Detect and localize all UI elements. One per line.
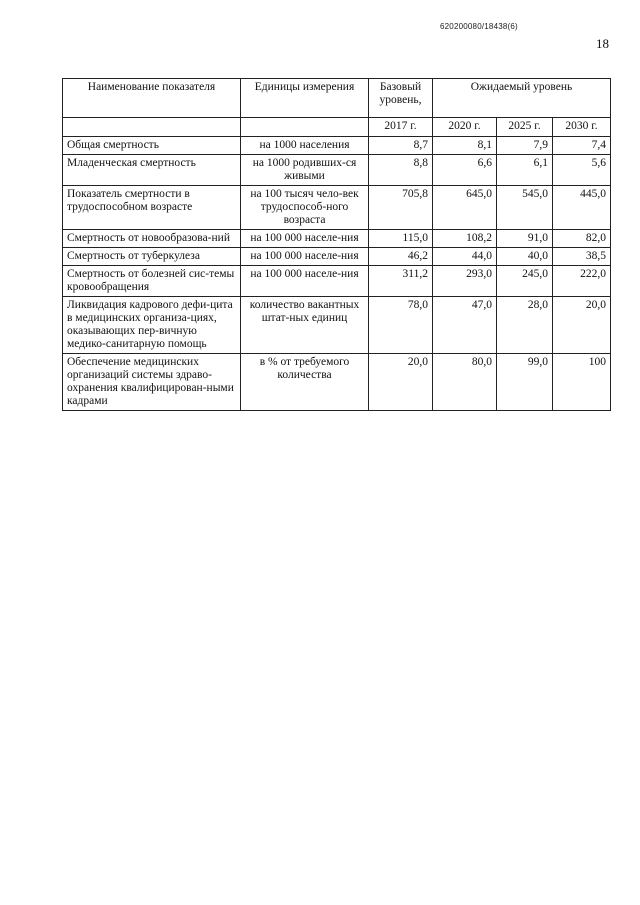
column-header-base: Базовый уровень, bbox=[369, 79, 433, 118]
value-2025: 40,0 bbox=[497, 248, 553, 266]
table-row bbox=[63, 186, 611, 230]
value-2025: 99,0 bbox=[497, 354, 553, 411]
value-2017: 20,0 bbox=[369, 354, 433, 411]
indicator-name: Общая смертность bbox=[63, 137, 241, 155]
column-header-unit: Единицы измерения bbox=[241, 79, 369, 118]
value-2025: 245,0 bbox=[497, 266, 553, 297]
value-2017: 8,7 bbox=[369, 137, 433, 155]
indicator-name: Обеспечение медицинских организаций системы здраво-охранения квалифицирован-ными кадрами bbox=[63, 354, 241, 411]
table-year-row bbox=[63, 118, 611, 137]
indicator-unit: на 100 000 населе-ния bbox=[241, 266, 369, 297]
value-2030: 20,0 bbox=[553, 297, 611, 354]
indicator-unit: количество вакантных штат-ных единиц bbox=[241, 297, 369, 354]
table-row bbox=[63, 354, 611, 411]
value-2020: 645,0 bbox=[433, 186, 497, 230]
value-2017: 705,8 bbox=[369, 186, 433, 230]
value-2020: 80,0 bbox=[433, 354, 497, 411]
column-header-year-2030: 2030 г. bbox=[553, 118, 611, 137]
column-header-year-2017: 2017 г. bbox=[369, 118, 433, 137]
table-row bbox=[63, 230, 611, 248]
value-2020: 8,1 bbox=[433, 137, 497, 155]
indicator-unit: на 100 000 населе-ния bbox=[241, 248, 369, 266]
value-2017: 46,2 bbox=[369, 248, 433, 266]
table-row bbox=[63, 155, 611, 186]
indicator-name: Ликвидация кадрового дефи-цита в медицинских организа-циях, оказывающих пер-вичную медико-санитарную помощь bbox=[63, 297, 241, 354]
value-2025: 91,0 bbox=[497, 230, 553, 248]
page-number: 18 bbox=[596, 36, 609, 51]
value-2017: 311,2 bbox=[369, 266, 433, 297]
indicator-name: Младенческая смертность bbox=[63, 155, 241, 186]
value-2025: 28,0 bbox=[497, 297, 553, 354]
column-header-year-2025: 2025 г. bbox=[497, 118, 553, 137]
indicator-name: Смертность от новообразова-ний bbox=[63, 230, 241, 248]
value-2030: 7,4 bbox=[553, 137, 611, 155]
value-2017: 8,8 bbox=[369, 155, 433, 186]
table-header-row bbox=[63, 79, 611, 118]
indicator-unit: на 100 тысяч чело-век трудоспособ-ного возраста bbox=[241, 186, 369, 230]
value-2020: 293,0 bbox=[433, 266, 497, 297]
value-2030: 38,5 bbox=[553, 248, 611, 266]
value-2025: 545,0 bbox=[497, 186, 553, 230]
value-2030: 100 bbox=[553, 354, 611, 411]
column-header-year-2020: 2020 г. bbox=[433, 118, 497, 137]
value-2017: 78,0 bbox=[369, 297, 433, 354]
indicator-unit: на 1000 родивших-ся живыми bbox=[241, 155, 369, 186]
table-row bbox=[63, 137, 611, 155]
value-2030: 445,0 bbox=[553, 186, 611, 230]
table-row bbox=[63, 266, 611, 297]
table-row bbox=[63, 248, 611, 266]
indicator-unit: на 1000 населения bbox=[241, 137, 369, 155]
value-2020: 47,0 bbox=[433, 297, 497, 354]
indicators-table bbox=[62, 78, 611, 411]
value-2030: 222,0 bbox=[553, 266, 611, 297]
column-header-name: Наименование показателя bbox=[63, 79, 241, 118]
indicator-name: Показатель смертности в трудоспособном возрасте bbox=[63, 186, 241, 230]
indicator-name: Смертность от туберкулеза bbox=[63, 248, 241, 266]
value-2025: 7,9 bbox=[497, 137, 553, 155]
value-2020: 44,0 bbox=[433, 248, 497, 266]
indicator-unit: на 100 000 населе-ния bbox=[241, 230, 369, 248]
value-2030: 82,0 bbox=[553, 230, 611, 248]
value-2020: 108,2 bbox=[433, 230, 497, 248]
column-header-unit-blank bbox=[241, 118, 369, 137]
document-id: 620200080/18438(6) bbox=[440, 22, 518, 31]
value-2017: 115,0 bbox=[369, 230, 433, 248]
column-header-name-blank bbox=[63, 118, 241, 137]
value-2020: 6,6 bbox=[433, 155, 497, 186]
table-row bbox=[63, 297, 611, 354]
column-header-expected: Ожидаемый уровень bbox=[433, 79, 611, 118]
indicator-unit: в % от требуемого количества bbox=[241, 354, 369, 411]
value-2030: 5,6 bbox=[553, 155, 611, 186]
indicator-name: Смертность от болезней сис-темы кровообращения bbox=[63, 266, 241, 297]
value-2025: 6,1 bbox=[497, 155, 553, 186]
